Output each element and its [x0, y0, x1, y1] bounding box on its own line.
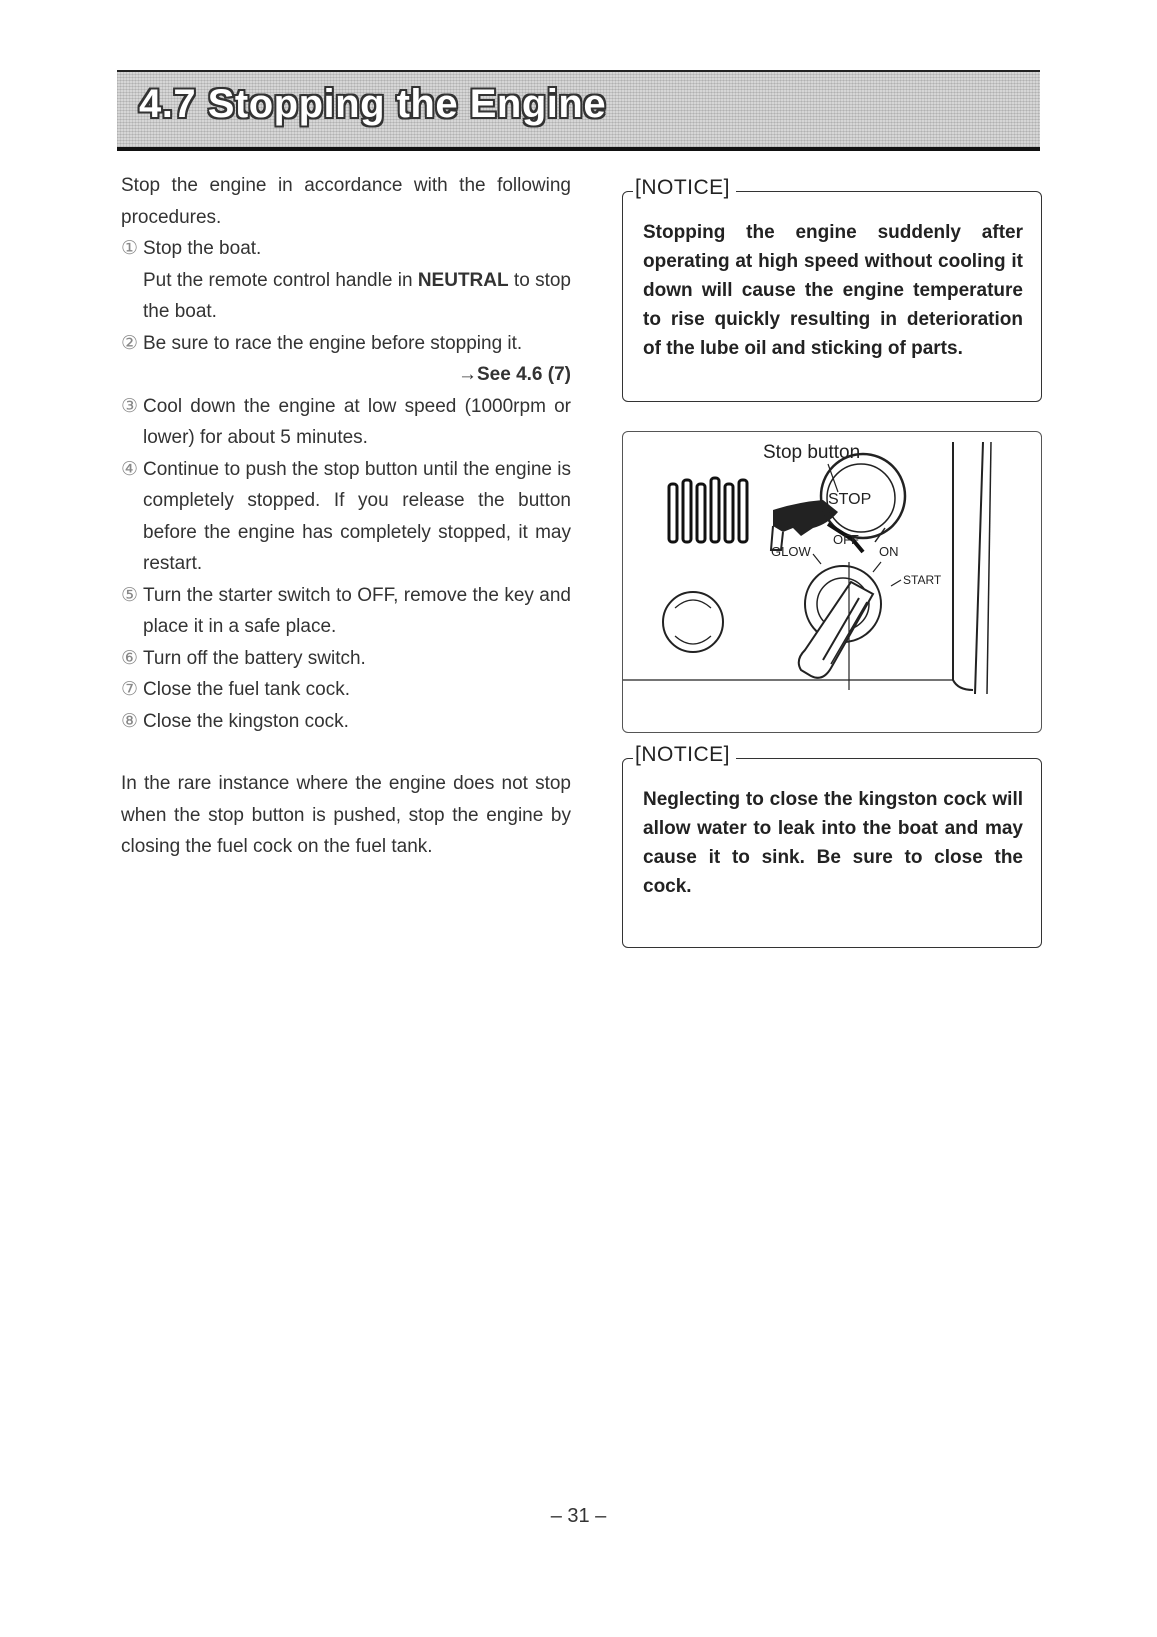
- key-icon: [799, 582, 873, 678]
- step-2: [121, 328, 571, 360]
- notice-body: Neglecting to close the kingston cock will allow water to leak into the boat and may cause it to sink. Be sure to close the cock.: [643, 789, 1023, 897]
- step-4: [121, 454, 571, 580]
- section-title: 4.7 Stopping the Engine: [139, 82, 607, 126]
- step-text: Turn the starter switch to OFF, remove the key and place it in a safe place.: [143, 584, 571, 637]
- stop-button-diagram: [623, 432, 1042, 733]
- step-1-detail: [121, 265, 571, 328]
- step-number: ⑥: [121, 647, 139, 669]
- intro-text: Stop the engine in accordance with the following procedures.: [121, 175, 571, 228]
- caption-stop-button: Stop button: [763, 442, 861, 463]
- step-1: [121, 233, 571, 265]
- procedure-column: [121, 170, 571, 863]
- step-1-detail-post: to stop the boat.: [143, 269, 571, 322]
- step-text: Close the fuel tank cock.: [143, 679, 350, 700]
- label-off: OFF: [833, 532, 859, 547]
- notice-box-overheat: [622, 176, 1042, 402]
- housing-edge: [987, 442, 991, 694]
- step-number: ⑧: [121, 710, 139, 732]
- step-text: Stop the boat.: [143, 238, 262, 259]
- step-number: ②: [121, 332, 139, 354]
- page-number: – 31 –: [550, 1505, 607, 1527]
- step-number: ⑦: [121, 679, 139, 700]
- notice-heading: [NOTICE]: [633, 176, 736, 200]
- step-7: [121, 674, 571, 706]
- label-glow: GLOW: [771, 544, 811, 559]
- step-number: ④: [121, 458, 139, 480]
- notice-heading: [NOTICE]: [633, 743, 736, 767]
- step-text: Continue to push the stop button until the engine is completely stopped. If you release the button before the engine has completely stopped, it may restart.: [143, 458, 571, 574]
- step-number: ③: [121, 395, 139, 417]
- indicator-lamp-icon: [663, 592, 723, 652]
- label-on: ON: [879, 544, 899, 559]
- label-start: START: [903, 573, 942, 587]
- step-text: Turn off the battery switch.: [143, 647, 366, 669]
- neutral-keyword: NEUTRAL: [417, 269, 509, 291]
- step-5: [121, 580, 571, 643]
- notice-box-kingston-cock: [622, 743, 1042, 948]
- step-text: Close the kingston cock.: [143, 710, 349, 732]
- label-stop: STOP: [828, 491, 872, 508]
- step-text: Cool down the engine at low speed (1000rpm or lower) for about 5 minutes.: [143, 395, 571, 448]
- rare-instance-text: In the rare instance where the engine does not stop when the stop button is pushed, stop the engine by closing the fuel cock on the fuel tank.: [121, 773, 571, 857]
- stop-button-illustration: [622, 431, 1042, 733]
- step-8: [121, 706, 571, 738]
- see-reference: →See 4.6 (7): [458, 364, 571, 385]
- step-number: ①: [121, 238, 139, 259]
- step-number: ⑤: [121, 584, 139, 606]
- notice-body: Stopping the engine suddenly after operating at high speed without cooling it down will cause the engine temperature to rise quickly resulting in deterioration of the lube oil and sticking of parts.: [643, 222, 1023, 359]
- section-title-bar: [117, 70, 1040, 151]
- step-1-detail-pre: Put the remote control handle in: [143, 269, 418, 291]
- step-6: [121, 643, 571, 675]
- step-text: Be sure to race the engine before stopping it.: [143, 332, 523, 354]
- housing-edge: [975, 442, 983, 694]
- step-3: [121, 391, 571, 454]
- hour-meter-icon: [669, 478, 747, 542]
